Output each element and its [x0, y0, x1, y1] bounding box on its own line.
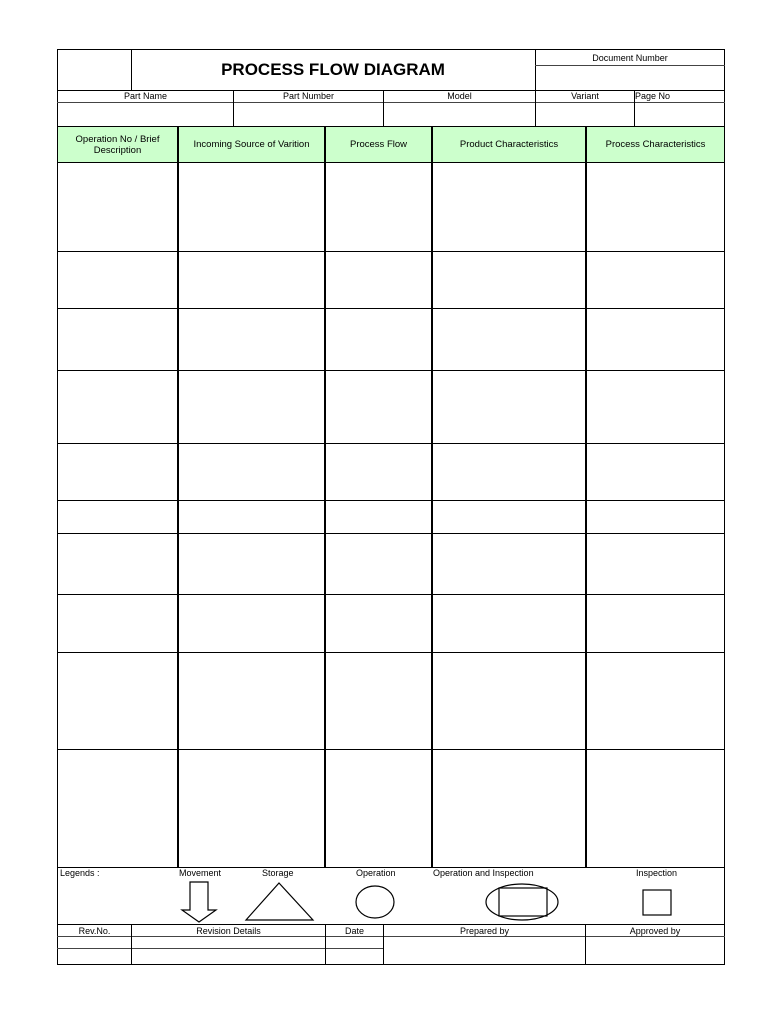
- variant-label: Variant: [571, 91, 599, 101]
- revision-details-field[interactable]: [132, 937, 325, 964]
- approved-by-field[interactable]: [586, 937, 724, 964]
- prepared-by-field[interactable]: [384, 937, 585, 964]
- legend-operation-label: Operation: [356, 868, 396, 878]
- prepared-by-label: Prepared by: [459, 926, 510, 936]
- rev-no-label: Rev.No.: [78, 926, 111, 936]
- document-number-label: Document Number: [592, 53, 668, 63]
- approved-by-label: Approved by: [629, 926, 681, 936]
- triangle-icon: [246, 883, 313, 920]
- circle-icon: [356, 886, 394, 918]
- column-header-operation: Operation No / Brief Description: [75, 133, 160, 156]
- date-label: Date: [344, 926, 364, 936]
- square-icon: [643, 890, 671, 915]
- square-in-circle-icon: [486, 884, 558, 920]
- part-number-label: Part Number: [282, 91, 335, 101]
- column-header-process-flow: Process Flow: [349, 139, 407, 150]
- date-field[interactable]: [326, 937, 383, 964]
- legend-inspection-label: Inspection: [636, 868, 678, 878]
- down-arrow-icon: [182, 882, 216, 922]
- revision-details-label: Revision Details: [196, 926, 261, 936]
- model-label: Model: [447, 91, 472, 101]
- part-name-label: Part Name: [123, 91, 167, 101]
- page-no-label: Page No: [635, 91, 671, 101]
- column-header-incoming-source: Incoming Source of Varition: [193, 139, 310, 150]
- legend-operation-inspection-label: Operation and Inspection: [433, 868, 534, 878]
- legends-label: Legends :: [60, 868, 100, 878]
- legend-storage-label: Storage: [262, 868, 294, 878]
- column-header-process-characteristics: Process Characteristics: [605, 139, 706, 150]
- rev-no-field[interactable]: [58, 937, 131, 964]
- legend-movement-label: Movement: [179, 868, 222, 878]
- column-header-product-characteristics: Product Characteristics: [459, 139, 559, 150]
- page-title: PROCESS FLOW DIAGRAM: [221, 60, 445, 79]
